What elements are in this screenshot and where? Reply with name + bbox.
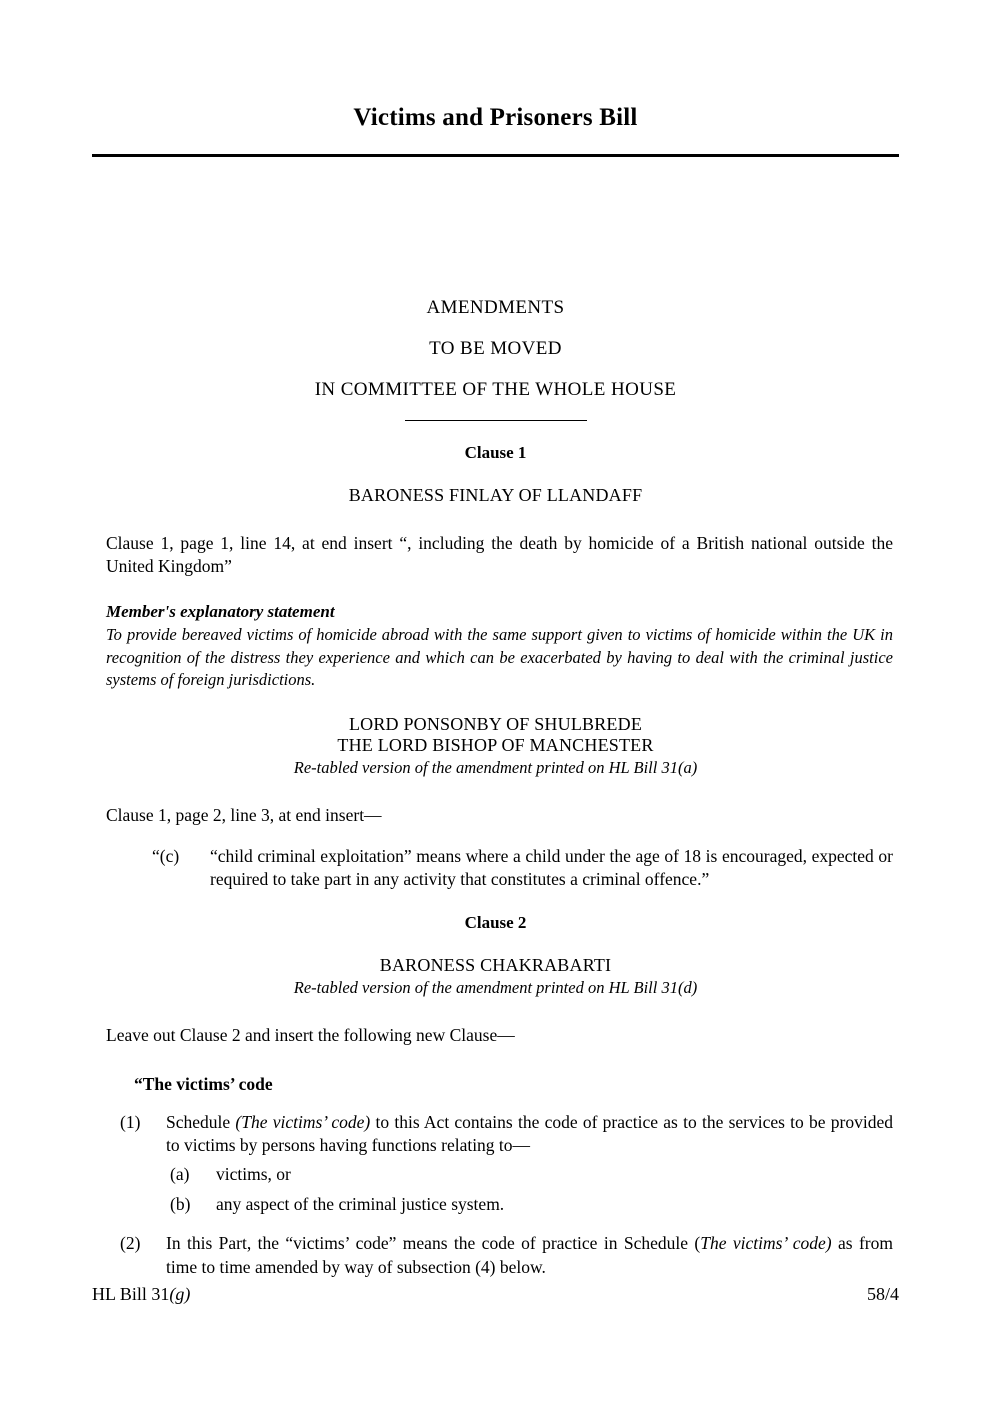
new-clause-title: “The victims’ code <box>134 1073 273 1094</box>
paragraph-b-text: any aspect of the criminal justice system. <box>216 1193 505 1214</box>
heading-amendments: AMENDMENTS <box>426 297 565 318</box>
subsection-2-text-a: In this Part, the “victims’ code” means the code of practice in Schedule ( <box>166 1233 701 1254</box>
subsection-1-text-b: to this Act contains the code of practice as to the services to be provided to victims by persons having functions relating to— <box>166 1111 893 1155</box>
clause-2-lead-in: Leave out Clause 2 and insert the following new Clause— <box>106 1025 515 1046</box>
subsection-1-text-a: Schedule <box>166 1111 236 1132</box>
paragraph-a-text: victims, or <box>216 1164 291 1185</box>
clause-2-heading: Clause 2 <box>464 913 527 933</box>
clause-1-heading: Clause 1 <box>464 443 527 462</box>
explanatory-statement-title: Member's explanatory statement <box>106 602 335 622</box>
page-title: Victims and Prisoners Bill <box>353 104 638 131</box>
heading-in-committee: IN COMMITTEE OF THE WHOLE HOUSE <box>314 379 677 400</box>
subsection-2-text-b: as from time to time amended by way of subsection (4) below. <box>166 1233 893 1277</box>
heading-to-be-moved: TO BE MOVED <box>429 338 562 359</box>
clause-1-amendment-2: Clause 1, page 2, line 3, at end insert— <box>106 804 382 825</box>
subsection-1-number: (1) <box>120 1111 141 1132</box>
clause-2-sponsor-chakrabarti: BARONESS CHAKRABARTI <box>379 955 612 976</box>
insert-marker: “(c) <box>152 845 180 866</box>
clause-1-sponsor-bishop-manchester: THE LORD BISHOP OF MANCHESTER <box>337 734 654 755</box>
clause-1-sponsor-finlay: BARONESS FINLAY OF LLANDAFF <box>348 485 643 505</box>
subsection-2-number: (2) <box>120 1233 141 1254</box>
heading-divider <box>405 420 587 421</box>
explanatory-statement-body: To provide bereaved victims of homicide abroad with the same support given to victims of homicide within the UK in recognition of the distress they experience and which can be exacerbated by having to deal with the criminal justice systems of foreign jurisdictions. <box>106 625 893 690</box>
clause-1-insert-paragraph-c <box>92 845 899 892</box>
new-clause-paragraph-b <box>92 1193 899 1216</box>
paragraph-b-marker: (b) <box>170 1193 191 1214</box>
subsection-2-text-italic: The victims’ code) <box>700 1233 832 1254</box>
insert-text: “child criminal exploitation” means where a child under the age of 18 is encouraged, expected or required to take part in any activity that constitutes a criminal offence.” <box>210 845 893 890</box>
footer-bill-main: HL Bill 31 <box>92 1284 170 1304</box>
new-clause-subsection-2 <box>92 1232 899 1279</box>
clause-2-retabled-note: Re-tabled version of the amendment printed on HL Bill 31(d) <box>293 978 698 998</box>
footer-page-number: 58/4 <box>866 1284 899 1304</box>
title-divider <box>92 154 899 157</box>
page-footer <box>92 1284 899 1305</box>
new-clause-subsection-1 <box>92 1111 899 1158</box>
clause-1-amendment-1: Clause 1, page 1, line 14, at end insert “, including the death by homicide of a British national outside the United Kingdom” <box>106 533 893 577</box>
subsection-2-text <box>166 1232 893 1279</box>
footer-bill-suffix: (g) <box>169 1284 191 1304</box>
subsection-1-text-italic: (The victims’ code) <box>235 1111 371 1132</box>
new-clause-paragraph-a <box>92 1163 899 1186</box>
clause-1-retabled-note: Re-tabled version of the amendment printed on HL Bill 31(a) <box>293 757 698 777</box>
subsection-1-text <box>166 1111 893 1158</box>
amendments-heading-block <box>92 297 899 421</box>
footer-bill-reference <box>92 1284 190 1305</box>
paragraph-a-marker: (a) <box>170 1164 190 1185</box>
clause-1-sponsor-ponsonby: LORD PONSONBY OF SHULBREDE <box>348 713 643 734</box>
